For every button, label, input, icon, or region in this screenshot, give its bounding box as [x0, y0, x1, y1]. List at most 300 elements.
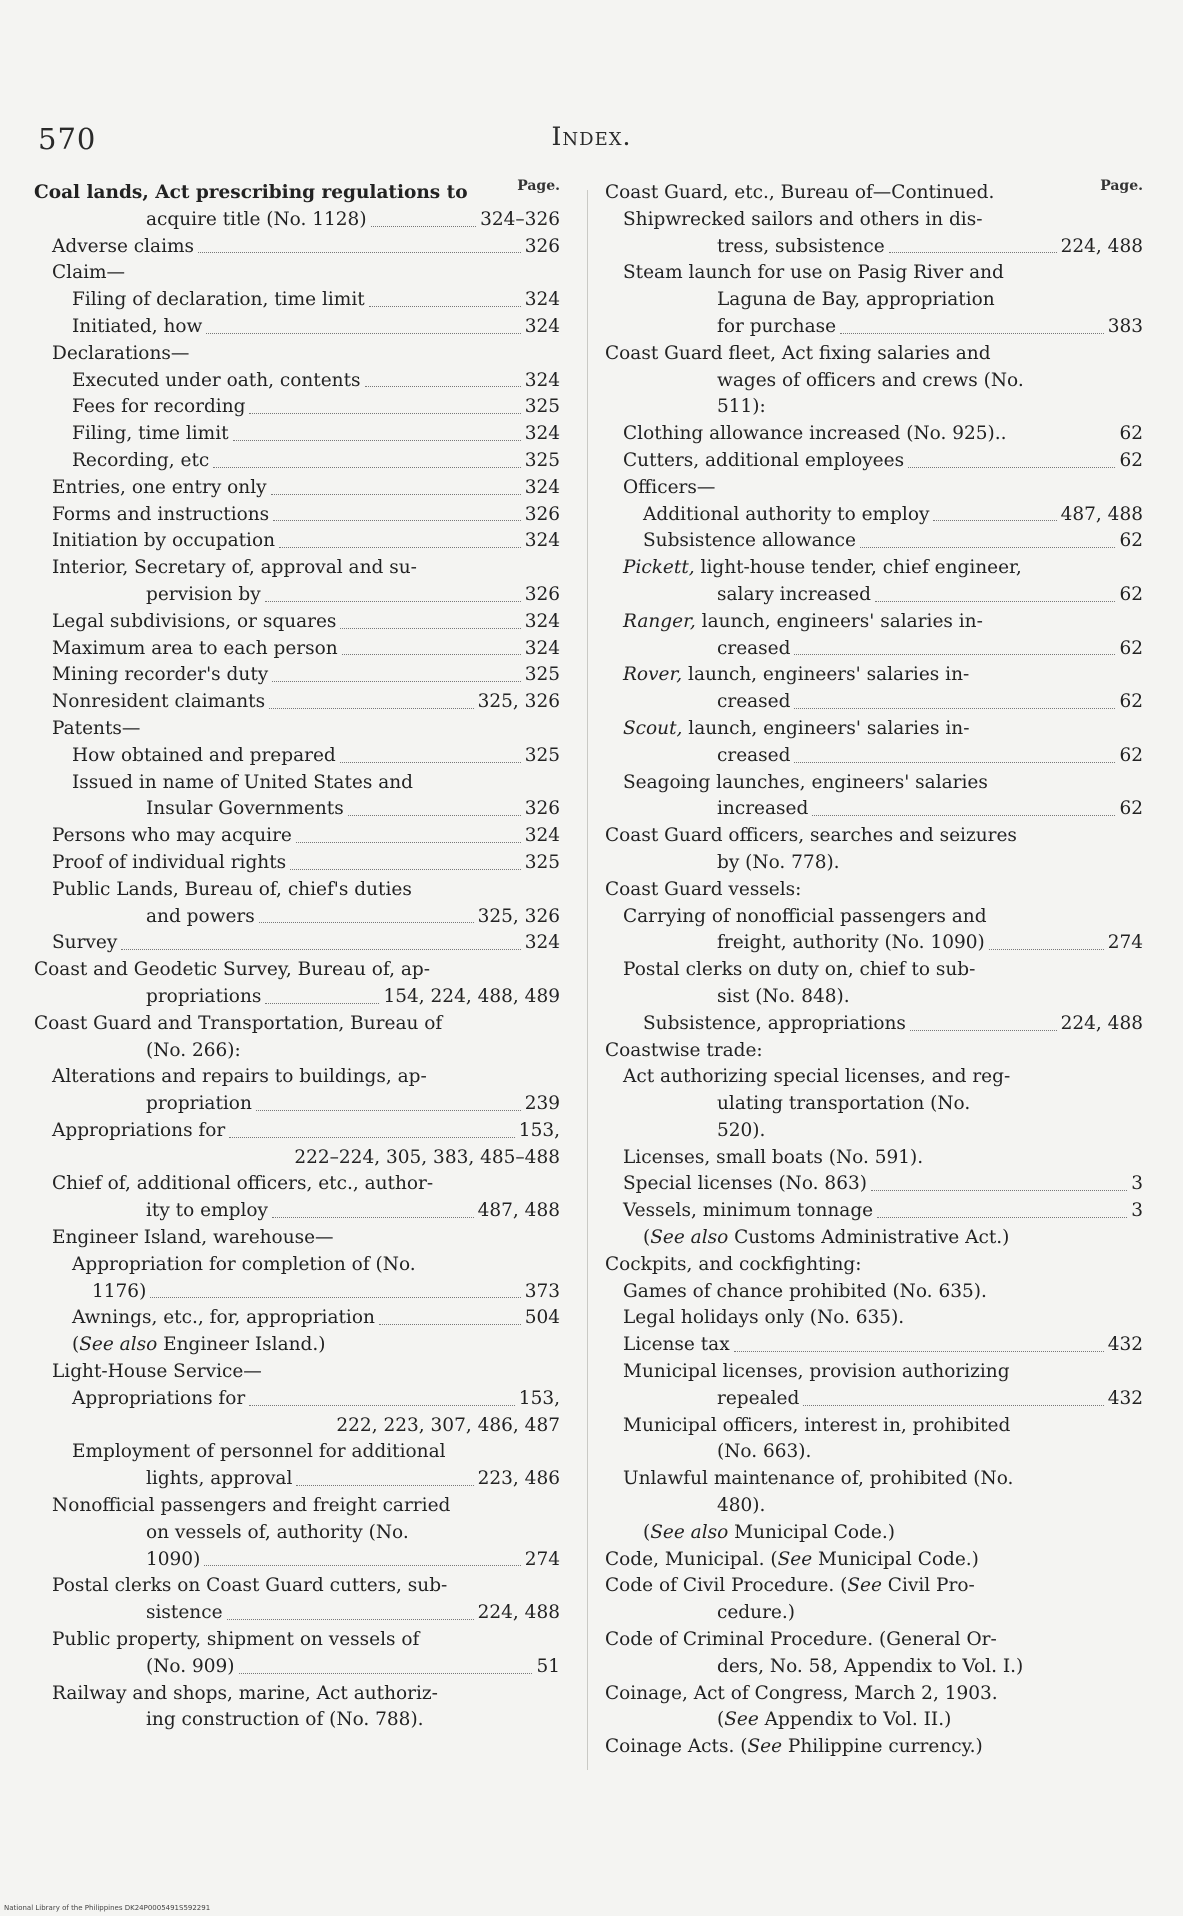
index-entry — [605, 1225, 1143, 1252]
entry-text: Chief of, additional officers, etc., author- — [52, 1173, 434, 1195]
index-entry — [34, 582, 560, 609]
index-entry — [34, 1707, 560, 1734]
leader-dots — [296, 1485, 473, 1486]
entry-page-ref: 325 — [524, 744, 560, 766]
index-entry — [34, 662, 560, 689]
leader-dots — [296, 842, 521, 843]
scan-footer: National Library of the Philippines DK24P0005491S592291 — [4, 1904, 211, 1912]
leader-dots — [265, 601, 521, 602]
index-entry — [34, 957, 560, 984]
index-entry — [34, 1252, 560, 1279]
entry-text: Proof of individual rights — [52, 851, 287, 873]
entry-text: Coast Guard and Transportation, Bureau of — [34, 1012, 443, 1034]
entry-text: Ranger, launch, engineers' salaries in- — [623, 610, 983, 632]
index-entry — [605, 743, 1143, 770]
index-entry — [605, 207, 1143, 234]
right-column — [605, 180, 1143, 1761]
entry-text: Alterations and repairs to buildings, ap- — [52, 1066, 427, 1088]
leader-dots — [233, 440, 521, 441]
index-entry — [605, 394, 1143, 421]
entry-page-ref: 224, 488 — [1060, 235, 1143, 257]
leader-dots — [198, 252, 521, 253]
entry-text: increased — [717, 798, 809, 820]
entry-page-ref: 62 — [1119, 744, 1143, 766]
leader-dots — [249, 413, 520, 414]
entry-page-ref: 324 — [524, 530, 560, 552]
leader-dots — [290, 869, 521, 870]
index-entry — [605, 234, 1143, 261]
index-entry — [605, 957, 1143, 984]
index-entry — [605, 555, 1143, 582]
leader-dots — [889, 252, 1057, 253]
entry-text: Code, Municipal. (See Municipal Code.) — [605, 1548, 979, 1570]
entry-text: Cutters, additional employees — [623, 449, 905, 471]
entry-page-ref: 325, 326 — [477, 905, 560, 927]
entry-text: Rover, launch, engineers' salaries in- — [623, 664, 970, 686]
index-entry — [605, 1707, 1143, 1734]
index-entry — [605, 770, 1143, 797]
entry-text: Municipal licenses, provision authorizing — [623, 1361, 1010, 1383]
entry-text: ing construction of (No. 788). — [146, 1709, 424, 1731]
index-entry — [605, 984, 1143, 1011]
index-entry — [34, 1627, 560, 1654]
entry-text: Railway and shops, marine, Act authoriz- — [52, 1682, 438, 1704]
entry-page-ref: 62 — [1119, 449, 1143, 471]
index-entry — [605, 1118, 1143, 1145]
leader-dots — [365, 386, 521, 387]
index-entry — [34, 394, 560, 421]
index-entry — [34, 1038, 560, 1065]
entry-page-ref: 324 — [524, 610, 560, 632]
entry-text: Games of chance prohibited (No. 635). — [623, 1280, 987, 1302]
index-entry — [605, 368, 1143, 395]
entry-page-ref: 324 — [524, 315, 560, 337]
index-entry — [34, 368, 560, 395]
index-entry — [605, 1573, 1143, 1600]
index-entry — [34, 448, 560, 475]
entry-page-ref: 224, 488 — [477, 1602, 560, 1624]
entry-page-ref: 373 — [524, 1280, 560, 1302]
entry-page-ref: 324 — [524, 932, 560, 954]
index-entry — [605, 1171, 1143, 1198]
leader-dots — [279, 547, 521, 548]
index-entry — [605, 636, 1143, 663]
index-entry — [34, 1118, 560, 1145]
entry-text: Clothing allowance increased (No. 925).. — [623, 423, 1007, 445]
entry-text: acquire title (No. 1128) — [146, 208, 367, 230]
index-entry — [605, 341, 1143, 368]
leader-dots — [249, 1405, 515, 1406]
entry-text: (No. 266): — [146, 1039, 241, 1061]
entry-text: Interior, Secretary of, approval and su- — [52, 557, 417, 579]
leader-dots — [239, 1673, 533, 1674]
left-column — [34, 180, 560, 1734]
index-entry — [605, 1627, 1143, 1654]
leader-dots — [369, 306, 521, 307]
entry-text: Entries, one entry only — [52, 476, 267, 498]
entry-text: Coast and Geodetic Survey, Bureau of, ap- — [34, 959, 430, 981]
index-entry — [34, 636, 560, 663]
entry-page-ref: 62 — [1119, 583, 1143, 605]
index-entry — [34, 1654, 560, 1681]
index-entry — [34, 475, 560, 502]
entry-page-ref: 153, — [518, 1119, 560, 1141]
entry-text: Light-House Service— — [52, 1361, 262, 1383]
index-entry — [34, 796, 560, 823]
index-entry — [34, 1386, 560, 1413]
entry-text: Act authorizing special licenses, and reg- — [623, 1066, 1011, 1088]
entry-text: Fees for recording — [72, 396, 246, 418]
leader-dots — [272, 681, 520, 682]
entry-text: (No. 909) — [146, 1655, 235, 1677]
entry-page-ref: 62 — [1119, 798, 1143, 820]
entry-text: Initiation by occupation — [52, 530, 276, 552]
entry-text: ity to employ — [146, 1200, 268, 1222]
entry-page-ref: 324 — [524, 423, 560, 445]
leader-dots — [256, 1110, 521, 1111]
entry-text: pervision by — [146, 583, 261, 605]
entry-page-ref: 325 — [524, 851, 560, 873]
entry-text: Survey — [52, 932, 118, 954]
entry-text: Carrying of nonofficial passengers and — [623, 905, 987, 927]
index-entry — [34, 234, 560, 261]
entry-text: Persons who may acquire — [52, 825, 292, 847]
index-entry — [34, 689, 560, 716]
index-entry — [34, 1413, 560, 1440]
entry-page-ref: 62 — [1119, 691, 1143, 713]
entry-page-ref: 325, 326 — [477, 691, 560, 713]
entry-text: Officers— — [623, 476, 716, 498]
entry-text: Appropriation for completion of (No. — [72, 1253, 416, 1275]
entry-page-ref: 326 — [524, 583, 560, 605]
entry-text: Postal clerks on Coast Guard cutters, sub- — [52, 1575, 448, 1597]
leader-dots — [259, 922, 474, 923]
entry-text: Coinage Acts. (See Philippine currency.) — [605, 1736, 983, 1758]
index-entry — [34, 1145, 560, 1172]
index-entry — [605, 689, 1143, 716]
entry-page-ref: 326 — [524, 235, 560, 257]
entry-text: (See Appendix to Vol. II.) — [717, 1709, 952, 1731]
index-entry — [34, 1198, 560, 1225]
entry-page-continuation: 222, 223, 307, 486, 487 — [336, 1414, 560, 1436]
entry-text: 480). — [717, 1495, 766, 1517]
index-entry — [605, 1359, 1143, 1386]
entry-text: Legal holidays only (No. 635). — [623, 1307, 905, 1329]
entry-text: Claim— — [52, 262, 126, 284]
leader-dots — [794, 708, 1115, 709]
entry-text: Code of Civil Procedure. (See Civil Pro- — [605, 1575, 975, 1597]
entry-text: Coastwise trade: — [605, 1039, 763, 1061]
entry-page-ref: 324 — [524, 369, 560, 391]
entry-text: ders, No. 58, Appendix to Vol. I.) — [717, 1655, 1024, 1677]
entry-text: (See also Municipal Code.) — [643, 1521, 895, 1543]
entry-text: Filing of declaration, time limit — [72, 289, 365, 311]
entry-text: Postal clerks on duty on, chief to sub- — [623, 959, 976, 981]
leader-dots — [204, 1565, 520, 1566]
entry-text: Shipwrecked sailors and others in dis- — [623, 208, 983, 230]
leader-dots — [342, 654, 521, 655]
leader-dots — [273, 520, 521, 521]
entry-text: creased — [717, 637, 791, 659]
leader-dots — [229, 1137, 515, 1138]
index-entry — [34, 930, 560, 957]
leader-dots — [877, 1217, 1127, 1218]
index-entry — [34, 341, 560, 368]
entry-text: Subsistence, appropriations — [643, 1012, 906, 1034]
entry-page-ref: 487, 488 — [477, 1200, 560, 1222]
leader-dots — [734, 1351, 1104, 1352]
index-entry — [605, 609, 1143, 636]
entry-text: Declarations— — [52, 342, 190, 364]
entry-page-ref: 324 — [524, 825, 560, 847]
entry-text: salary increased — [717, 583, 871, 605]
entry-text: propriations — [146, 985, 262, 1007]
entry-text: propriation — [146, 1093, 252, 1115]
index-entry — [34, 609, 560, 636]
entry-page-ref: 223, 486 — [477, 1468, 560, 1490]
entry-text: 1090) — [146, 1548, 201, 1570]
entry-text: 511): — [717, 396, 766, 418]
entry-page-ref: 224, 488 — [1060, 1012, 1143, 1034]
entry-text: Awnings, etc., for, appropriation — [72, 1307, 375, 1329]
entry-page-ref: 487, 488 — [1060, 503, 1143, 525]
entry-text: Cockpits, and cockfighting: — [605, 1253, 862, 1275]
entry-page-ref: 3 — [1131, 1200, 1143, 1222]
entry-page-ref: 504 — [524, 1307, 560, 1329]
entry-text: by (No. 778). — [717, 851, 840, 873]
entry-text: Coast Guard vessels: — [605, 878, 802, 900]
entry-text: sist (No. 848). — [717, 985, 850, 1007]
index-entry — [605, 582, 1143, 609]
entry-text: Patents— — [52, 717, 141, 739]
index-entry — [605, 1493, 1143, 1520]
entry-text: freight, authority (No. 1090) — [717, 932, 985, 954]
entry-text: Recording, etc — [72, 449, 210, 471]
entry-text: Special licenses (No. 863) — [623, 1173, 867, 1195]
index-entry — [605, 528, 1143, 555]
leader-dots — [271, 494, 521, 495]
entry-text: Nonresident claimants — [52, 691, 266, 713]
entry-text: Forms and instructions — [52, 503, 270, 525]
entry-page-ref: 154, 224, 488, 489 — [383, 985, 560, 1007]
leader-dots — [871, 1190, 1127, 1191]
entry-text: Executed under oath, contents — [72, 369, 361, 391]
entry-text: Appropriations for — [52, 1119, 226, 1141]
leader-dots — [121, 949, 520, 950]
entry-text: (See also Engineer Island.) — [72, 1334, 326, 1356]
entry-text: Licenses, small boats (No. 591). — [623, 1146, 924, 1168]
entry-text: Coast Guard officers, searches and seizures — [605, 825, 1017, 847]
entry-text: Municipal officers, interest in, prohibited — [623, 1414, 1011, 1436]
index-entry — [34, 1600, 560, 1627]
leader-dots — [908, 467, 1115, 468]
index-entry — [34, 1573, 560, 1600]
index-entry — [605, 1064, 1143, 1091]
leader-dots — [794, 762, 1115, 763]
index-entry — [605, 796, 1143, 823]
entry-page-ref: 153, — [518, 1387, 560, 1409]
index-entry — [34, 743, 560, 770]
index-entry — [605, 1091, 1143, 1118]
entry-page-ref: 274 — [1107, 932, 1143, 954]
entry-page-ref: 432 — [1107, 1334, 1143, 1356]
index-entry — [605, 1466, 1143, 1493]
index-entry — [605, 1279, 1143, 1306]
entry-text: Coinage, Act of Congress, March 2, 1903. — [605, 1682, 998, 1704]
index-entry — [34, 1520, 560, 1547]
entry-text: (No. 663). — [717, 1441, 812, 1463]
index-entry — [34, 1091, 560, 1118]
entry-text: repealed — [717, 1387, 800, 1409]
entry-text: for purchase — [717, 315, 837, 337]
entry-text: Steam launch for use on Pasig River and — [623, 262, 1004, 284]
index-entry — [605, 1734, 1143, 1761]
index-entry — [605, 1145, 1143, 1172]
leader-dots — [340, 762, 521, 763]
entry-text: Additional authority to employ — [643, 503, 930, 525]
entry-page-ref: 383 — [1107, 315, 1143, 337]
index-entry — [34, 1225, 560, 1252]
index-entry — [34, 260, 560, 287]
index-entry — [605, 1386, 1143, 1413]
index-entry — [605, 662, 1143, 689]
entry-page-ref: 274 — [524, 1548, 560, 1570]
entry-text: creased — [717, 691, 791, 713]
index-entry — [34, 555, 560, 582]
index-entry — [605, 1011, 1143, 1038]
entry-text: Maximum area to each person — [52, 637, 338, 659]
entry-text: Appropriations for — [72, 1387, 246, 1409]
leader-dots — [348, 815, 521, 816]
entry-text: Employment of personnel for additional — [72, 1441, 446, 1463]
entry-page-ref: 3 — [1131, 1173, 1143, 1195]
index-entry — [605, 502, 1143, 529]
index-entry — [605, 1520, 1143, 1547]
entry-text: Scout, launch, engineers' salaries in- — [623, 717, 970, 739]
leader-dots — [875, 601, 1116, 602]
entry-text: Code of Criminal Procedure. (General Or- — [605, 1629, 997, 1651]
entry-text: wages of officers and crews (No. — [717, 369, 1024, 391]
entry-page-ref: 325 — [524, 449, 560, 471]
leader-dots — [803, 1405, 1103, 1406]
index-entry — [34, 1332, 560, 1359]
entry-page-ref: 62 — [1119, 530, 1143, 552]
index-entry — [34, 180, 560, 207]
index-entry — [605, 1252, 1143, 1279]
entry-text: cedure.) — [717, 1602, 795, 1624]
leader-dots — [812, 815, 1115, 816]
index-entry — [34, 716, 560, 743]
right-page-label: Page. — [1100, 178, 1143, 194]
index-entry — [34, 1493, 560, 1520]
entry-page-continuation: 222–224, 305, 383, 485–488 — [294, 1146, 560, 1168]
entry-text: sistence — [146, 1602, 223, 1624]
entry-text: Coast Guard, etc., Bureau of—Continued. — [605, 182, 995, 203]
leader-dots — [989, 949, 1104, 950]
entry-page-ref: 51 — [536, 1655, 560, 1677]
entry-text: tress, subsistence — [717, 235, 885, 257]
leader-dots — [206, 333, 520, 334]
entry-text: Laguna de Bay, appropriation — [717, 289, 995, 311]
entry-text: Pickett, light-house tender, chief engineer, — [623, 557, 1022, 579]
index-entry — [34, 823, 560, 850]
index-entry — [605, 260, 1143, 287]
entry-text: Coast Guard fleet, Act fixing salaries and — [605, 342, 991, 364]
entry-page-ref: 324 — [524, 637, 560, 659]
index-entry — [605, 1038, 1143, 1065]
entry-text: creased — [717, 744, 791, 766]
index-entry — [34, 850, 560, 877]
entry-text: Initiated, how — [72, 315, 203, 337]
page-number: 570 — [38, 122, 97, 156]
index-entry — [34, 1305, 560, 1332]
entry-text: (See also Customs Administrative Act.) — [643, 1227, 1010, 1249]
index-entry — [34, 1359, 560, 1386]
entry-page-ref: 62 — [1119, 637, 1143, 659]
index-entry — [605, 421, 1143, 448]
index-entry — [34, 314, 560, 341]
index-entry — [34, 421, 560, 448]
entry-page-ref: 325 — [524, 664, 560, 686]
entry-text: on vessels of, authority (No. — [146, 1521, 409, 1543]
index-entry — [34, 1466, 560, 1493]
index-entry — [34, 904, 560, 931]
entry-text: Unlawful maintenance of, prohibited (No. — [623, 1468, 1014, 1490]
entry-text: Coal lands, Act prescribing regulations to — [34, 182, 468, 203]
index-entry — [34, 770, 560, 797]
entry-text: Engineer Island, warehouse— — [52, 1227, 334, 1249]
index-entry — [605, 823, 1143, 850]
leader-dots — [840, 333, 1104, 334]
entry-page-ref: 326 — [524, 798, 560, 820]
entry-text: Legal subdivisions, or squares — [52, 610, 337, 632]
index-entry — [605, 1198, 1143, 1225]
entry-text: 1176) — [92, 1280, 147, 1302]
index-entry — [605, 904, 1143, 931]
index-entry — [605, 1439, 1143, 1466]
index-entry — [34, 1171, 560, 1198]
entry-text: Issued in name of United States and — [72, 771, 413, 793]
index-entry — [605, 314, 1143, 341]
leader-dots — [269, 708, 474, 709]
right-index-entries — [605, 180, 1143, 1761]
index-entry — [605, 1305, 1143, 1332]
leader-dots — [794, 654, 1115, 655]
entry-text: Seagoing launches, engineers' salaries — [623, 771, 988, 793]
index-entry — [34, 207, 560, 234]
page-header — [0, 122, 1183, 162]
index-entry — [34, 984, 560, 1011]
index-entry — [34, 528, 560, 555]
leader-dots — [272, 1217, 474, 1218]
entry-page-ref: 62 — [1119, 423, 1143, 445]
index-entry — [605, 1413, 1143, 1440]
leader-dots — [213, 467, 520, 468]
leader-dots — [933, 520, 1056, 521]
leader-dots — [910, 1030, 1057, 1031]
entry-text: Mining recorder's duty — [52, 664, 269, 686]
index-entry — [34, 287, 560, 314]
leader-dots — [379, 1324, 521, 1325]
entry-text: lights, approval — [146, 1468, 293, 1490]
index-entry — [605, 1332, 1143, 1359]
index-entry — [605, 930, 1143, 957]
index-entry — [34, 1279, 560, 1306]
entry-text: Insular Governments — [146, 798, 344, 820]
entry-text: Public Lands, Bureau of, chief's duties — [52, 878, 412, 900]
column-divider — [587, 190, 588, 1770]
leader-dots — [227, 1619, 474, 1620]
